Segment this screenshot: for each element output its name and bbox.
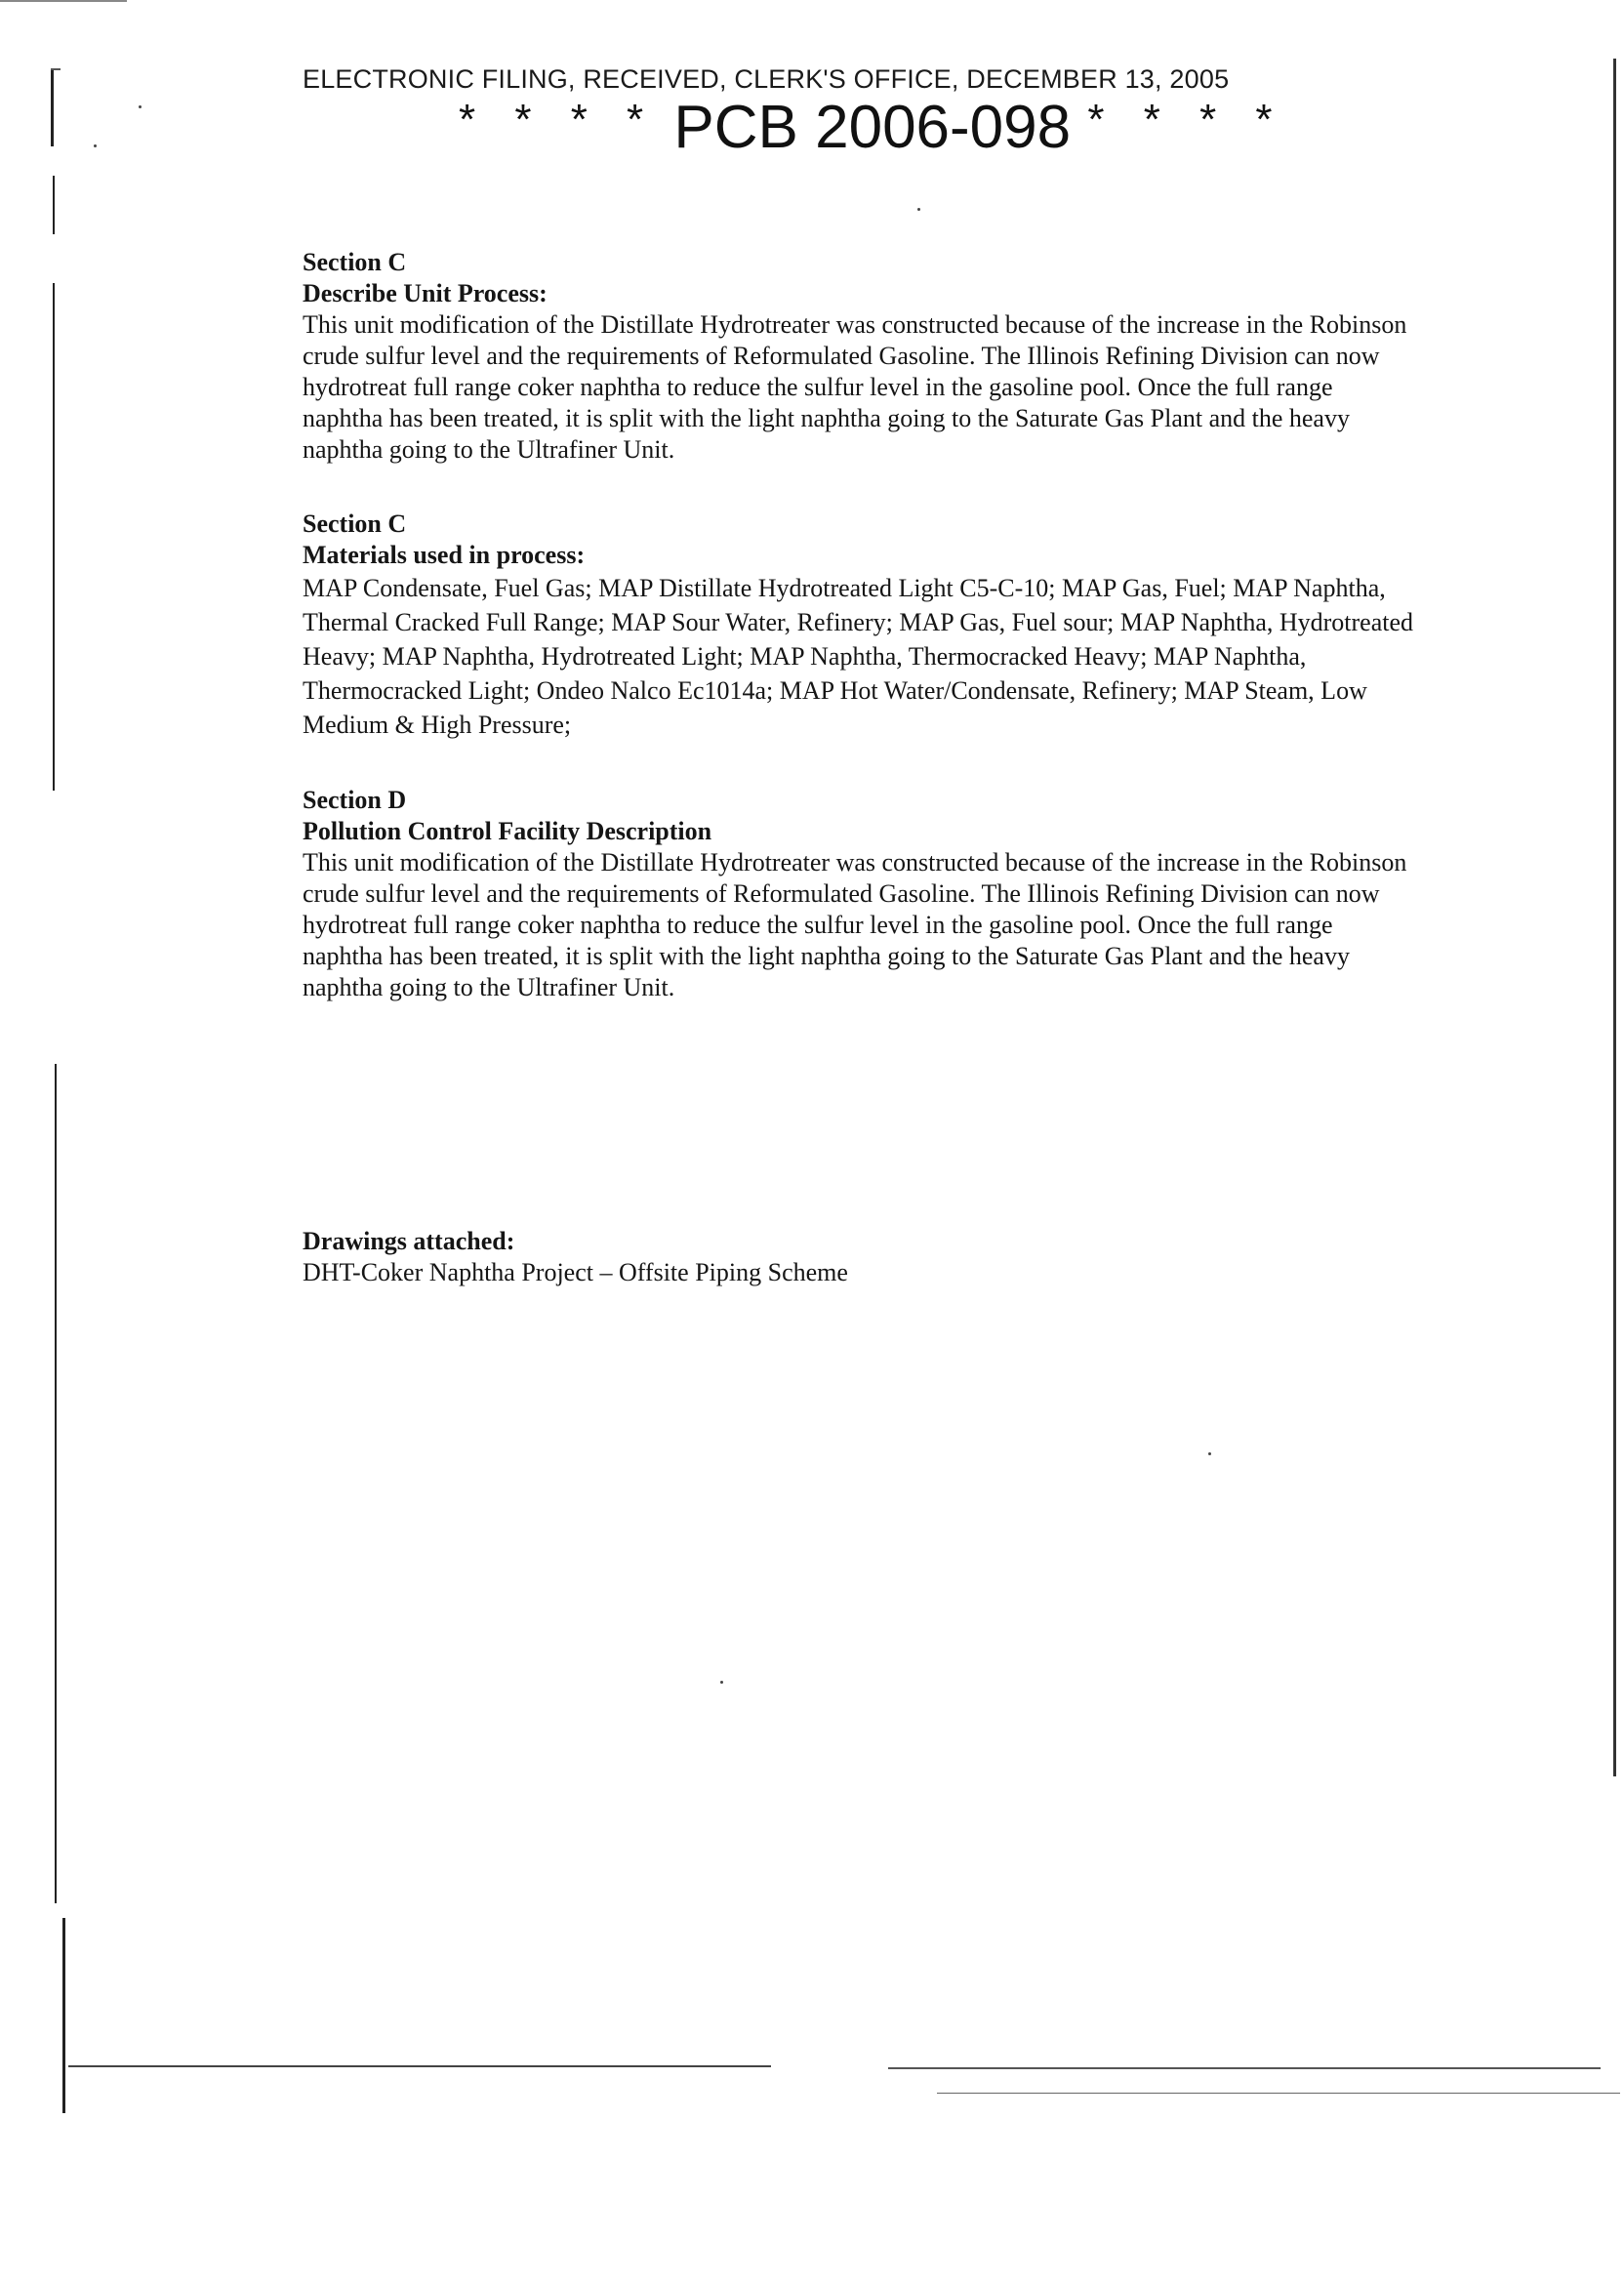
drawings-heading: Drawings attached: [303,1227,515,1255]
section-label: Section D [303,786,407,814]
case-number: PCB 2006-098 [673,94,1072,161]
section-body: MAP Condensate, Fuel Gas; MAP Distillate Hydrotreated Light C5-C-10; MAP Gas, Fuel; MAP Naphtha, Thermal Cracked Full Range; MAP Sour Water, Refinery; MAP Gas, Fuel sour; MAP Naphtha, Hydrotreated Heavy; MAP Naphtha, Hydrotreated Light; MAP Naphtha, Thermocracked Heavy; MAP Naphtha, Thermocracked Light; Ondeo Nalco Ec1014a; MAP Hot Water/Condensate, Refinery; MAP Steam, Low Medium & High Pressure; [303,574,1414,739]
scan-mark-left-3 [55,1064,57,1903]
drawings-item: DHT-Coker Naphtha Project – Offsite Piping Scheme [303,1258,848,1286]
scan-bracket-top [51,68,61,70]
section-subheading: Describe Unit Process: [303,279,548,307]
speck [720,1681,723,1684]
section-pollution-control [303,785,1415,1003]
spacer [303,1046,1415,1226]
scan-bracket-vertical [51,68,54,146]
section-subheading: Materials used in process: [303,541,586,569]
scan-line-bottom-right [888,2067,1601,2069]
section-subheading: Pollution Control Facility Description [303,817,712,845]
scan-bracket-bottom [62,1918,65,2113]
speck [1208,1452,1211,1455]
section-drawings [303,1226,1415,1288]
section-describe-unit-process [303,247,1415,466]
filing-stamp: ELECTRONIC FILING, RECEIVED, CLERK'S OFFICE, DECEMBER 13, 2005 [303,64,1230,94]
speck [94,144,97,147]
stars-right: * * * * [1087,96,1286,143]
section-body: This unit modification of the Distillate Hydrotreater was constructed because of the increase in the Robinson crude sulfur level and the requirements of Reformulated Gasoline. The Illinois Refining Division can now hydrotreat full range coker naphtha to reduce the sulfur level in the gasoline pool. Once the full range naphtha has been treated, it is split with the light naphtha going to the Saturate Gas Plant and the heavy naphtha going to the Ultrafiner Unit. [303,848,1407,1001]
section-label: Section C [303,248,407,276]
section-label: Section C [303,509,407,538]
scan-mark-left-2 [53,283,55,791]
section-materials [303,509,1415,742]
speck [139,105,142,108]
scan-mark-left-1 [53,176,55,234]
stars-left: * * * * [459,96,658,143]
scan-edge-right [1613,59,1616,1776]
section-body: This unit modification of the Distillate Hydrotreater was constructed because of the increase in the Robinson crude sulfur level and the requirements of Reformulated Gasoline. The Illinois Refining Division can now hydrotreat full range coker naphtha to reduce the sulfur level in the gasoline pool. Once the full range naphtha has been treated, it is split with the light naphtha going to the Saturate Gas Plant and the heavy naphtha going to the Ultrafiner Unit. [303,310,1407,464]
document-body [303,247,1415,1331]
case-number-line [459,94,1286,161]
scan-line-bottom-left [68,2065,771,2067]
scan-line-bottom-right-2 [937,2093,1620,2094]
scan-edge-top-left [0,0,127,2]
speck [917,208,920,211]
